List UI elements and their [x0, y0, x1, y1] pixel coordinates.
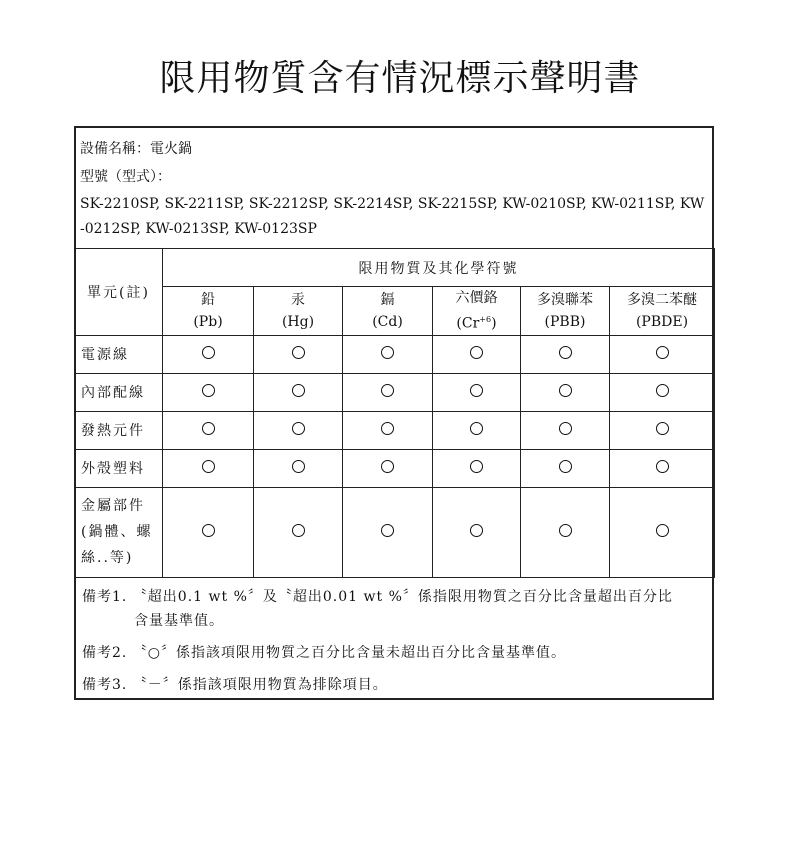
- column-header-mercury: 汞 (Hg): [254, 287, 343, 336]
- note-1: 備考1. 〝超出0.1 wt %〞及〝超出0.01 wt %〞係指限用物質之百分比含量超出百分比: [82, 589, 673, 605]
- column-header-pbde: 多溴二苯醚 (PBDE): [610, 287, 715, 336]
- compliant-mark: [559, 346, 572, 359]
- compliant-mark: [470, 460, 483, 473]
- compliant-mark: [292, 460, 305, 473]
- substances-header: 限用物質及其化學符號: [163, 249, 715, 287]
- model-label: 型號（型式）：: [80, 169, 171, 185]
- unit-header: 單元(註): [75, 249, 163, 336]
- compliant-mark: [202, 346, 215, 359]
- equipment-name: 設備名稱：電火鍋: [80, 141, 192, 157]
- compliant-mark: [656, 422, 669, 435]
- note-1-continued: 含量基準值。: [134, 613, 224, 629]
- table-row: [75, 411, 715, 449]
- compliant-mark: [470, 422, 483, 435]
- compliant-mark: [202, 384, 215, 397]
- model-list: SK-2210SP, SK-2211SP, SK-2212SP, SK-2214SP, SK-2215SP, KW-0210SP, KW-0211SP, KW-0212SP, KW-0213SP, KW-0123SP: [80, 196, 705, 237]
- compliant-mark: [381, 460, 394, 473]
- table-row: [75, 373, 715, 411]
- page-title: 限用物質含有情況標示聲明書: [159, 58, 641, 99]
- compliant-mark: [202, 460, 215, 473]
- compliant-mark: [470, 524, 483, 537]
- substance-table: [74, 248, 715, 578]
- compliant-mark: [381, 384, 394, 397]
- compliant-mark: [202, 524, 215, 537]
- compliant-mark: [381, 524, 394, 537]
- column-header-lead: 鉛 (Pb): [163, 287, 254, 336]
- compliant-mark: [292, 524, 305, 537]
- compliant-mark: [559, 422, 572, 435]
- table-row: [75, 487, 715, 577]
- note-3: 備考3. 〝－〞係指該項限用物質為排除項目。: [82, 677, 388, 693]
- column-header-chromium: 六價鉻 $(Cr^{+6})$: [433, 287, 521, 336]
- column-header-cadmium: 鎘 (Cd): [343, 287, 433, 336]
- compliant-mark: [559, 384, 572, 397]
- row-label: 內部配線: [75, 373, 163, 411]
- row-label: 電源線: [75, 335, 163, 373]
- compliant-mark: [202, 422, 215, 435]
- compliant-mark: [656, 524, 669, 537]
- row-label: 外殼塑料: [75, 449, 163, 487]
- compliant-mark: [292, 384, 305, 397]
- row-label: 金屬部件 (鍋體、螺 絲..等): [75, 487, 163, 577]
- row-label: 發熱元件: [75, 411, 163, 449]
- compliant-mark: [656, 346, 669, 359]
- compliant-mark: [381, 346, 394, 359]
- compliant-mark: [559, 460, 572, 473]
- table-row: [75, 335, 715, 373]
- compliant-mark: [292, 346, 305, 359]
- compliant-mark: [559, 524, 572, 537]
- note-2: 備考2. 〝○〞係指該項限用物質之百分比含量未超出百分比含量基準值。: [82, 645, 567, 661]
- compliant-mark: [292, 422, 305, 435]
- compliant-mark: [470, 384, 483, 397]
- compliant-mark: [381, 422, 394, 435]
- compliant-mark: [470, 346, 483, 359]
- table-row: [75, 449, 715, 487]
- compliant-mark: [656, 384, 669, 397]
- column-header-pbb: 多溴聯苯 (PBB): [521, 287, 610, 336]
- compliant-mark: [656, 460, 669, 473]
